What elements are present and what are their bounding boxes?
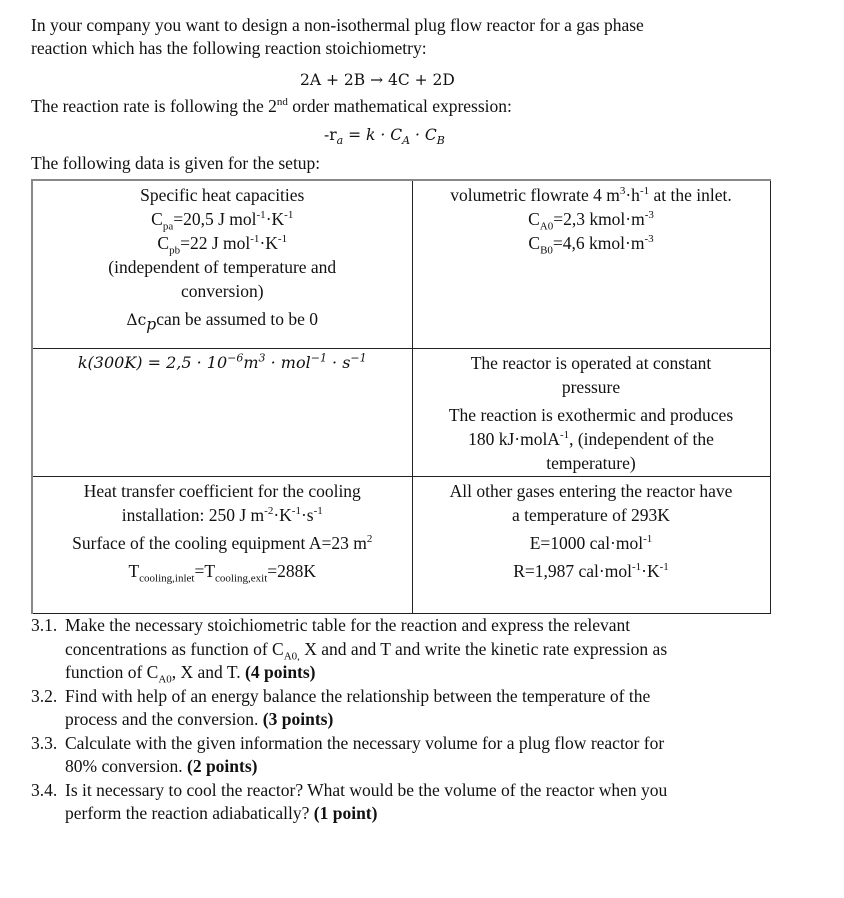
cb0-value: $C_{B0}=4,6$ $kmol\cdot m^{-3}$ [528, 233, 654, 257]
operation-cell: The reactor is operated at constant pressure The reaction is exothermic and produces 180 kJ·molA$^{-1}$, (independent of the temperature) [412, 348, 770, 476]
points-badge: (4 points) [245, 662, 316, 682]
table-row [32, 476, 770, 613]
intro-line-2: reaction which has the following reaction stoichiometry: [31, 38, 427, 58]
cooling-temperature: $T_{cooling,inlet}=T_{cooling,exit}=288K$ [128, 560, 317, 584]
setup-intro: The following data is given for the setup: [31, 153, 321, 173]
rate-constant: $k(300K) = 2,5 \cdot 10^{-6}m^3 \cdot mol^{-1} \cdot s^{-1}$ [77, 351, 367, 372]
flow-concentration-cell [412, 180, 770, 348]
points-badge: (1 point) [313, 803, 378, 823]
heat-capacity-cell: Specific heat capacities $C_{pa}=20,5$ J $mol^{-1}\cdot K^{-1}$ $C_{pb}=22$ J $mol^{-1}\cdot K^{-1}$ (independent of temperature and conversion) $\Delta c_pcan$ be assumed to be 0 [32, 180, 412, 348]
delta-cp-note: $\Delta c_pcan$ be assumed to be 0 [126, 309, 319, 334]
ca0-value: $C_{A0}=2,3$ $kmol\cdot m^{-3}$ [528, 209, 654, 233]
points-badge: (2 points) [187, 756, 258, 776]
cooling-cell: Heat transfer coefficient for the cooling installation: 250 J $m^{-2}\cdot K^{-1}\cdot s^{-1}$ Surface of the cooling equipment A=23 $m^2$ $T_{cooling,inlet}=T_{cooling,exit}=288K$ [32, 476, 412, 613]
gas-constant: R=1,987 $cal\cdot mol^{-1}\cdot K^{-1}$ [513, 560, 669, 581]
table-row [32, 348, 770, 476]
question-3-2: 3.2. Find with help of an energy balance the relationship between the temperature of the process and the conversion. (3 points) [31, 685, 651, 729]
table-row [32, 180, 770, 348]
setup-data-table [31, 179, 771, 614]
question-list [31, 614, 751, 826]
volumetric-flowrate: volumetric flowrate 4 $m^3\cdot h^{-1}$ at the inlet. [450, 185, 732, 205]
activation-energy: E=1000 cal·mol$^{-1}$ [529, 532, 653, 553]
rate-intro: The reaction rate is following the 2nd order mathematical expression: [31, 96, 512, 116]
cpb-value: $C_{pb}=22$ J $mol^{-1}\cdot K^{-1}$ [157, 233, 288, 257]
reaction-equation: 2A + 2B → 4C + 2D [300, 71, 455, 89]
gas-properties-cell: All other gases entering the reactor have a temperature of 293K E=1000 cal·mol$^{-1}$ R=1,987 $cal\cdot mol^{-1}\cdot K^{-1}$ [412, 476, 770, 613]
rate-expression: $-r_a = k \cdot C_A \cdot C_B$ [324, 126, 445, 148]
question-3-1: 3.1. Make the necessary stoichiometric table for the reaction and express the relevant concentrations as function of $C_{A0,}$ X and and T and write the kinetic rate expression as function of $C_{A0}$, X and T. (4 points) [31, 615, 668, 686]
question-3-4: 3.4. Is it necessary to cool the reactor? What would be the volume of the reactor when you perform the reaction adiabatically? (1 point) [31, 779, 668, 823]
question-3-3: 3.3. Calculate with the given information the necessary volume for a plug flow reactor for 80% conversion. (2 points) [31, 732, 665, 776]
reaction-heat: 180 kJ·molA$^{-1}$, (independent of the [468, 428, 714, 449]
intro-line-1: In your company you want to design a non-isothermal plug flow reactor for a gas phase [31, 15, 644, 35]
points-badge: (3 points) [262, 709, 334, 729]
cpa-value: $C_{pa}=20,5$ J $mol^{-1}\cdot K^{-1}$ [151, 209, 294, 233]
cooling-surface: Surface of the cooling equipment A=23 $m^2$ [72, 532, 373, 553]
rate-constant-cell [32, 348, 412, 476]
heat-transfer-coefficient: installation: 250 J $m^{-2}\cdot K^{-1}\cdot s^{-1}$ [121, 504, 323, 525]
